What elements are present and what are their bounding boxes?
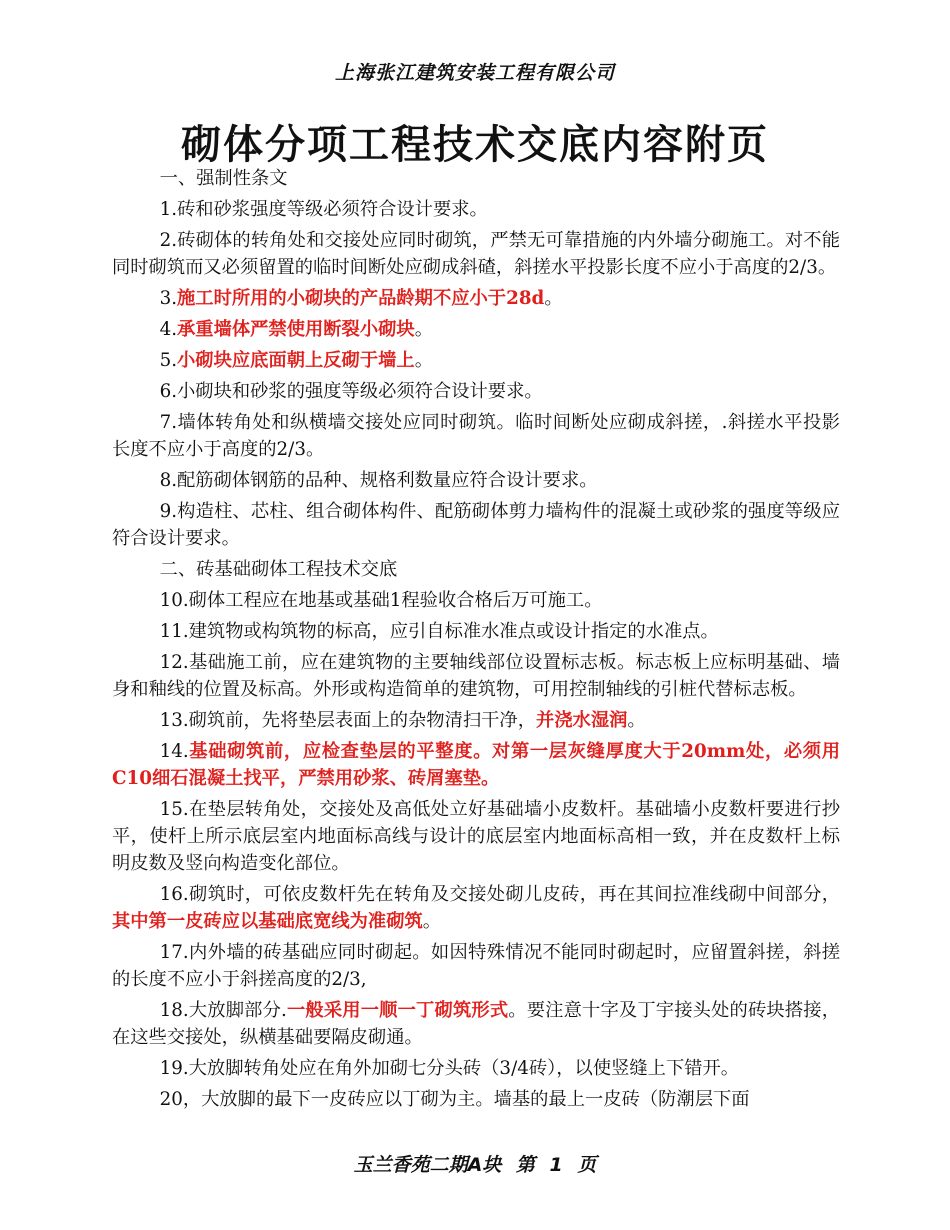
text-segment: 。 (414, 319, 433, 340)
text-segment: 。 (544, 288, 563, 309)
document-body (112, 165, 840, 1117)
text-segment: 18.大放脚部分. (159, 1000, 287, 1021)
paragraph (112, 1086, 840, 1113)
page-footer (0, 1150, 950, 1177)
footer-page-suffix: 页 (577, 1154, 597, 1176)
text-segment: 3. (159, 288, 178, 309)
text-segment: 14. (159, 741, 189, 762)
text-segment: 。 (414, 350, 433, 371)
text-segment: 。 (422, 911, 442, 932)
paragraph (112, 467, 840, 494)
text-segment: 7.墙体转角处和纵横墙交接处应同时砌筑。临时间断处应砌成斜搓，.斜搓水平投影长度不应小于高度的2/3。 (112, 412, 840, 460)
paragraph (112, 939, 840, 993)
text-segment: 。要注意十字及丁宇接头处的砖块搭接，在这些交接处，纵横基础要隔皮砌通。 (112, 1000, 841, 1048)
text-segment: 19.大放脚转角处应在角外加砌七分头砖（3/4砖），以使竖缝上下错开。 (159, 1058, 740, 1079)
text-segment: 6.小砌块和砂浆的强度等级必须符合设计要求。 (159, 381, 543, 402)
footer-page-prefix: 第 (515, 1154, 535, 1176)
paragraph (112, 409, 840, 463)
text-segment: 13.砌筑前，先将垫层表面上的杂物清扫干净， (159, 710, 536, 731)
paragraph (112, 347, 840, 374)
text-segment: 16.砌筑时，可依皮数杆先在转角及交接处砌儿皮砖，再在其间拉准线砌中间部分， (159, 884, 840, 905)
document-title: 砌体分项工程技术交底内容附页 (181, 122, 769, 168)
section-heading (112, 165, 840, 192)
highlighted-text: 其中第一皮砖应以基础底宽线为准砌筑 (112, 911, 423, 932)
paragraph (112, 796, 840, 877)
text-segment: 一、强制性条文 (159, 168, 288, 189)
text-segment: 11.建筑物或构筑物的标高，应引自标准水准点或设计指定的水准点。 (159, 621, 719, 642)
text-segment: 1.砖和砂浆强度等级必须符合设计要求。 (159, 199, 488, 220)
paragraph (112, 738, 840, 792)
highlighted-text: 一般采用一顺一丁砌筑形式 (286, 1000, 509, 1021)
paragraph (112, 316, 840, 343)
paragraph (112, 227, 840, 281)
paragraph (112, 618, 840, 645)
paragraph (112, 997, 840, 1051)
section-heading (112, 556, 840, 583)
text-segment: 。 (627, 710, 646, 731)
text-segment: 20，大放脚的最下一皮砖应以丁砌为主。墙基的最上一皮砖（防潮层下面 (159, 1089, 750, 1110)
highlighted-text: 并浇水湿润 (536, 710, 628, 731)
text-segment: 5. (159, 350, 178, 371)
text-segment: 9.构造柱、芯柱、组合砌体构件、配筋砌体剪力墙构件的混凝土或砂浆的强度等级应符合设计要求。 (112, 501, 840, 549)
text-segment: 17.内外墙的砖基础应同时砌起。如因特殊情况不能同时砌起时，应留置斜搓，斜搓的长度不应小于斜搓高度的2/3, (112, 942, 840, 990)
highlighted-text: 施工时所用的小砌块的产品龄期不应小于28d (177, 288, 545, 309)
paragraph (112, 378, 840, 405)
text-segment: 15.在垫层转角处，交接处及高低处立好基础墙小皮数杆。基础墙小皮数杆要进行抄平，使杆上所示底层室内地面标高线与设计的底层室内地面标高相一致，并在皮数杆上标明皮数及竖向构造变化部位。 (112, 799, 840, 874)
company-name: 上海张江建筑安装工程有限公司 (334, 62, 615, 84)
footer-project: 玉兰香苑二期A块 (353, 1154, 502, 1176)
paragraph (112, 707, 840, 734)
text-segment: 8.配筋砌体钢筋的品种、规格利数量应符合设计要求。 (159, 470, 598, 491)
paragraph (112, 649, 840, 703)
highlighted-text: 基础砌筑前，应检查垫层的平整度。对第一层灰缝厚度大于20mm处，必须用C10细石混凝土找平，严禁用砂浆、砖屑塞垫。 (112, 741, 840, 789)
text-segment: 二、砖基础砌体工程技术交底 (159, 559, 398, 580)
text-segment: 4. (159, 319, 178, 340)
text-segment: 12.基础施工前，应在建筑物的主要轴线部位设置标志板。标志板上应标明基础、墙身和釉线的位置及标高。外形或构造简单的建筑物，可用控制轴线的引桩代替标志板。 (112, 652, 840, 700)
text-segment: 10.砌体工程应在地基或基础1程验收合格后万可施工。 (159, 590, 603, 611)
text-segment: 2.砖砌体的转角处和交接处应同时砌筑，严禁无可靠措施的内外墙分砌施工。对不能同时砌筑而又必须留置的临时间断处应砌成斜碴，斜搓水平投影长度不应小于高度的2/3。 (112, 230, 840, 278)
highlighted-text: 承重墙体严禁使用断裂小砌块 (177, 319, 415, 340)
paragraph (112, 285, 840, 312)
paragraph (112, 498, 840, 552)
highlighted-text: 小砌块应底面朝上反砌于墙上 (177, 350, 415, 371)
paragraph (112, 881, 840, 935)
paragraph (112, 587, 840, 614)
footer-page-number: 1 (549, 1154, 563, 1176)
paragraph (112, 1055, 840, 1082)
paragraph (112, 196, 840, 223)
